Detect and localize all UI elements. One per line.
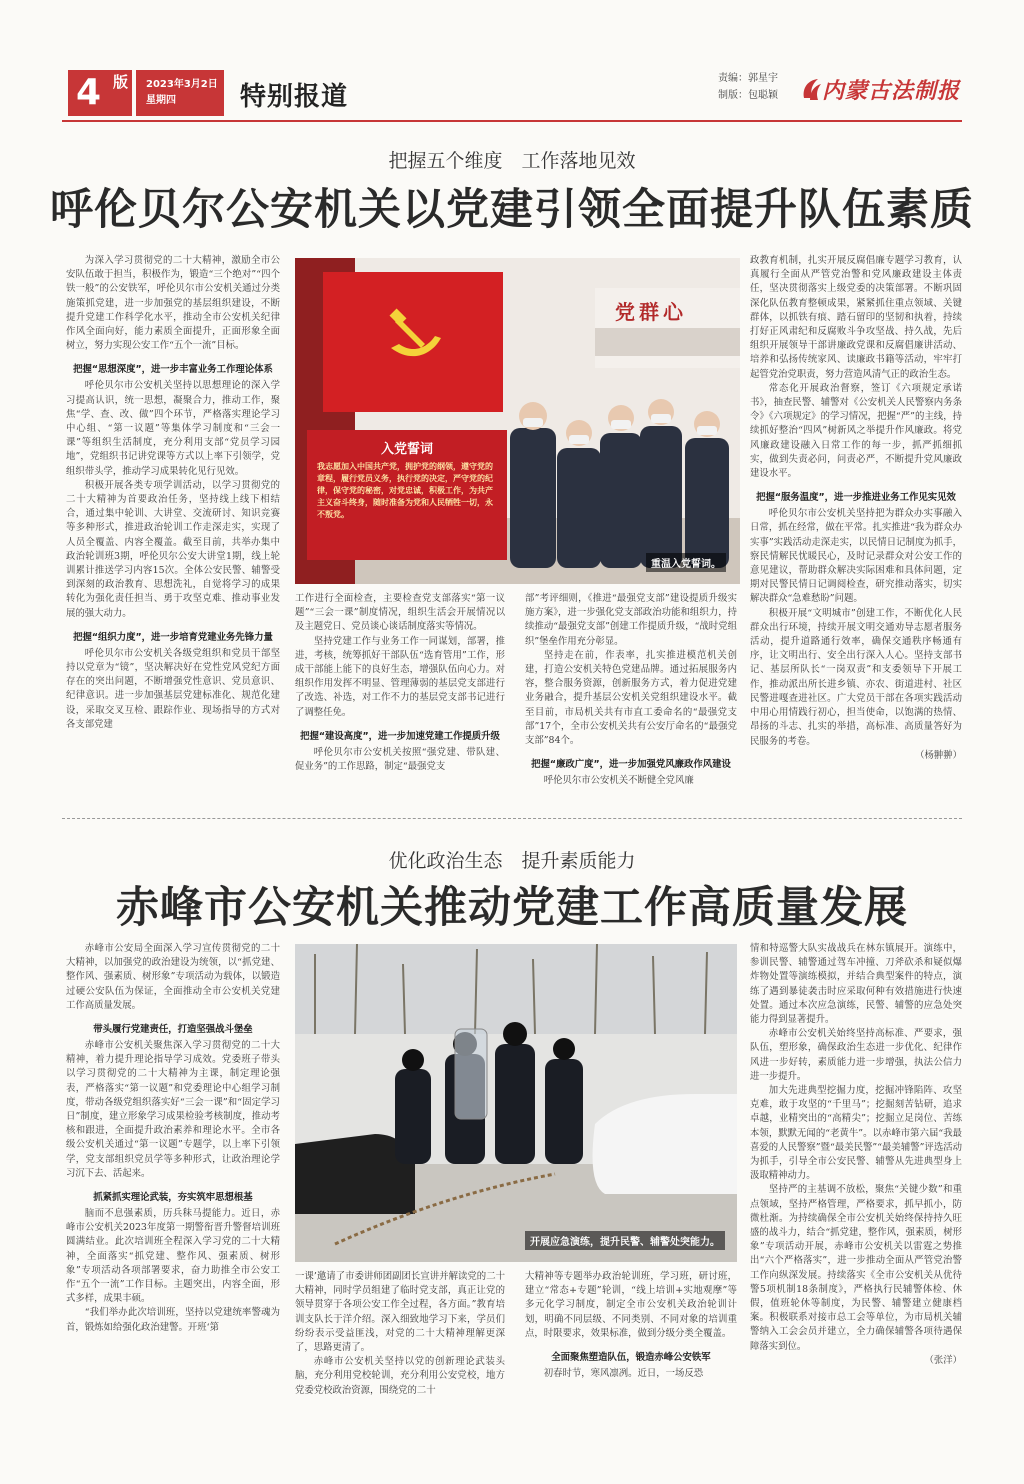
article2-kicker: 优化政治生态 提升素质能力: [388, 850, 636, 872]
article2-column-1: [66, 942, 280, 1466]
article1-column-3: [525, 592, 737, 810]
paragraph: 工作进行全面检查，主要检查党支部落实“第一议题”“三会一课”制度情况，组织生活会开展情况以及主题党日、党员谈心谈话制度落实等情况。: [295, 593, 505, 633]
article1-column-2: [295, 592, 505, 810]
paragraph: 大精神等专题举办政治轮训班，学习班，研讨班，建立“常态+专题”轮训，“线上培训+实地观摩”等多元化学习制度，制定全市公安机关政治轮训计划，明确不同层级、不同类别、不同对象的培训重点，时限要求，效果标准，做到分级分类全覆盖。: [525, 1271, 737, 1339]
paragraph: 呼伦贝尔市公安机关坚持把为群众办实事融入日常，抓在经常，做在平常。扎实推进“我为群众办实事”实践活动走深走实，以民情日记制度为抓手，察民情解民忧暖民心，及时记录群众对公安工作的意见建议，帮助群众解决实际困难和具体问题，定期对民警民情日记调阅检查，研究推动落实，切实解决群众“急难愁盼”问题。: [750, 508, 962, 605]
subheading: 全面聚焦塑造队伍，锻造赤峰公安铁军: [551, 1352, 711, 1364]
logo-mark-icon: [800, 76, 822, 102]
oath-panel-title: 入党誓词: [380, 442, 433, 457]
paragraph: 坚持严的主基调不放松，聚焦“关键少数”和重点领域，坚持严格管理，严格要求，抓早抓小，防微杜渐。为持续确保全市公安机关始终保持持久旺盛的战斗力，结合“抓党建，整作风，强素质，树形象”专项活动开展，赤峰市公安机关以雷霆之势推出“六个严格落实”，进一步推动全面从严管党治警工作向纵深发展。持续落实《全市公安机关从优待警5项机制18条制度》，严格执行民辅警体检、休假，值班轮休等制度，为民警、辅警建立健康档案。积极联系对接市总工会等单位，为市局机关辅警纳入工会会员并建立，全力确保辅警各项待遇保障落实到位。: [750, 1184, 962, 1352]
article1-column-4: [750, 254, 962, 810]
editor: 责编：郭星宇: [718, 73, 778, 84]
paragraph: 赤峰市公安机关始终坚持高标准、严要求，强队伍，塑形象，确保政治生态进一步优化、纪律作风进一步好转，素质能力进一步增强，执法公信力进一步提升。: [750, 1028, 962, 1082]
issue-date: 2023年3月2日: [146, 79, 218, 90]
subheading: 把握“建设高度”，进一步加速党建工作提质升级: [300, 730, 500, 742]
paragraph: 常态化开展政治督察，签订《六项规定承诺书》，抽查民警、辅警对《公安机关人民警察内务条令》《六项规定》的学习情况，把握“严”的主线，持续抓好整治“四风”树新风之举提升作风廉政。将党风廉政建设融入日常工作的每一步，抓严抓细抓实，做到失责必问，问责必严，不断提升党风廉政建设水平。: [750, 382, 962, 480]
newspaper-name: 内蒙古法制报: [822, 78, 961, 104]
section-title: 特别报道: [240, 82, 349, 112]
paragraph: 呼伦贝尔市公安机关坚持以思想理论的深入学习提高认识，统一思想，凝聚合力，推动工作，聚焦“学、查、改、做”四个环节，严格落实理论学习中心组、“第一议题”等集体学习制度和“三会一课”等组织生活制度，充分利用支部“党员学习园地”，党组织书记讲党课等方式以上率下引领学，党组织带头学，推动学习成果转化见行见效。: [66, 380, 280, 477]
paragraph: 积极开展各类专项学训活动，以学习贯彻党的二十大精神为首要政治任务，坚持线上线下相结合，通过集中轮训、大讲堂、交流研讨、知识竞赛等多种形式，推进政治轮训工作走深走实，实现了人员全覆盖、内容全覆盖。截至目前，共举办集中政治轮训班3期，呼伦贝尔公安大讲堂1期，线上轮训累计推送学习内容15次。全体公安民警、辅警受到深刻的政治教育、思想洗礼，自觉将学习的成果转化为强化责任担当、勇于攻坚克难、推动事业发展的强大动力。: [66, 479, 280, 619]
subheading: 把握“服务温度”，进一步推进业务工作见实见效: [756, 492, 956, 504]
subheading: 抓紧抓实理论武装，夯实筑牢思想根基: [93, 1192, 253, 1204]
article2-photo: [295, 944, 737, 1262]
paragraph: 部”考评细则，《推进“最强党支部”建设提质升级实施方案》，进一步强化党支部政治功能和组织力，持续推动“最强党支部”创建工作提质升级，“战时党组织”堡垒作用充分彰显。: [525, 593, 737, 647]
header-rule: [62, 120, 962, 122]
subheading: 把握“廉政广度”，进一步加强党风廉政作风建设: [531, 759, 731, 771]
article2-column-4: [750, 942, 962, 1466]
paragraph: 坚持党建工作与业务工作一同谋划，部署，推进，考核，统筹抓好干部队伍“选育管用”工作，形成干部能上能下的良好生态，增强队伍向心力。对组织作用发挥不明显、管理薄弱的基层党支部进行了改选、补选，对工作不力的基层党支部书记进行了调整任免。: [295, 635, 505, 718]
paragraph: 呼伦贝尔市公安机关不断健全党风廉: [543, 775, 694, 787]
editor-credits: [718, 70, 778, 104]
paragraph: 赤峰市公安局全面深入学习宣传贯彻党的二十大精神，以加强党的政治建设为统领，以“抓党建、整作风、强素质、树形象”专项活动为载体，以锻造过硬公安队伍为保证，全面推动全市公安机关党建工作高质量发展。: [66, 943, 280, 1011]
paragraph: 一课’邀请了市委讲师团副团长宣讲并解读党的二十大精神，同时学员组建了临时党支部，真正让党的领导贯穿于各项公安工作全过程，各方面。”教育培训支队长于洋介绍。深入细致地学习下来，学员们纷纷表示受益匪浅，对党的二十大精神理解更深了，思路更清了。: [295, 1271, 505, 1354]
subheading: 把握“思想深度”，进一步丰富业务工作理论体系: [73, 364, 273, 376]
paragraph: “我们举办此次培训班，坚持以党建统率警魂为首，锻炼如给强化政治建警。开班‘第: [66, 1307, 280, 1333]
article1-headline: 呼伦贝尔公安机关以党建引领全面提升队伍素质: [50, 185, 974, 235]
paragraph: 呼伦贝尔市公安机关各级党组织和党员干部坚持以党章为“镜”，坚决解决好在党性党风党纪方面存在的突出问题，不断增强党性意识、党员意识、纪律意识。进一步加强基层党建标准化、规范化建设，采取交叉互检、跟踪作业、现场指导的方式对各支部党建: [66, 647, 280, 730]
layout-maker: 制版：包聪颖: [718, 90, 778, 101]
article1-kicker: 把握五个维度 工作落地见效: [388, 150, 636, 172]
article-divider: [62, 818, 962, 819]
page-number: 4: [76, 72, 102, 113]
issue-date-box: [136, 70, 224, 116]
byline: （杨翀翀）: [915, 749, 962, 761]
page-number-badge: [68, 70, 132, 116]
paragraph: 初春时节，寒风凛冽。近日，一场反恐: [543, 1368, 704, 1380]
article2-column-3: [525, 1270, 737, 1466]
paragraph: 积极开展“文明城市”创建工作，不断优化人民群众出行环境，持续开展文明交通劝导志愿者服务活动，提升道路通行效率，确保交通秩序畅通有序，让文明出行、安全出行深入人心。坚持支部书记、基层所队长“一岗双责”和支委领导下开展工作，推动派出所长进乡镇、亦农、街道进村、社区民警进嘎查进社区。广大党员干部在各项实践活动中用心用情践行初心，担当使命，以饱满的热情、昂扬的斗志、扎实的举措，高标准、高质量答好为民服务的考卷。: [750, 607, 962, 747]
photo-scene: [295, 944, 737, 1262]
wall-slogan: 党群心: [615, 300, 687, 324]
subheading: 把握“组织力度”，进一步培育党建业务先锋力量: [73, 631, 273, 643]
paragraph: 为深入学习贯彻党的二十大精神，激励全市公安队伍敢于担当，积极作为，锻造“三个绝对”“四个铁一般”的公安铁军，呼伦贝尔市公安机关通过分类施策抓党建，进一步加强党的基层组织建设，不断提升党建工作科学化水平，推动全市公安机关纪律作风全面向好，能力素质全面提升，正面形象全面树立，努力实现公安工作“五个一流”目标。: [66, 255, 280, 352]
article1-photo-caption: 重温入党誓词。: [646, 553, 726, 572]
byline: （张洋）: [924, 1354, 962, 1366]
paragraph: 赤峰市公安机关坚持以党的创新理论武装头脑，充分利用党校轮训，充分利用公安党校，地方党委党校政治资源，围绕党的二十: [295, 1356, 505, 1396]
paragraph: 加大先进典型挖掘力度，挖掘冲锋陷阵、攻坚克难，敢于攻坚的“千里马”；挖掘刻苦钻研，追求卓越，业精突出的“高精尖”；挖掘立足岗位、苦练本领，默默无闻的“老黄牛”。以赤峰市第六届“我最喜爱的人民警察”暨“最美民警”“最美辅警”评选活动为抓手，引导全市公安民警、辅警从先进典型身上汲取精神动力。: [750, 1085, 962, 1182]
paragraph: 赤峰市公安机关聚焦深入学习贯彻党的二十大精神，着力提升理论指导学习成效。党委班子带头以学习贯彻党的二十大精神为主课，制定理论强表，严格落实“第一议题”和党委理论中心组学习制度，带动各级党组织落实好“三会一课”和“固定学习日”制度，建立形象学习成果检验考核制度，推动考核和跟进，全面提升政治素养和理论水平。全市各级公安机关通过“第一议题”专题学，以上率下引领学，党支部组织党员学等多种形式，让政治理论学习沉下去、活起来。: [66, 1040, 280, 1179]
newspaper-logo: [800, 72, 960, 106]
article2-photo-caption: 开展应急演练，提升民警、辅警处突能力。: [525, 1231, 725, 1250]
paragraph: 坚持走在前，作表率，扎实推进模范机关创建，打造公安机关特色党建品牌。通过拓展服务内容，整合服务资源，创新服务方式，着力促进党建业务融合，提升基层公安机关党组织建设水平。截至目前，市局机关共有市直工委命名的“最强党支部”17个，全市公安机关共有公安厅命名的“最强党支部”84个。: [525, 649, 737, 747]
paragraph: 情和特巡警大队实战战兵在林东镇展开。演练中，参训民警、辅警通过驾车冲撞、刀斧砍杀和疑似爆炸物处置等演练模拟，并结合典型案件的特点，演练了遇到暴徒袭击时应采取何种有效措施进行快速处置。通过本次应急演练，民警、辅警的应急处突能力得到显著提升。: [750, 943, 962, 1026]
article2-column-2: [295, 1270, 505, 1466]
article2-headline: 赤峰市公安机关推动党建工作高质量发展: [116, 883, 908, 933]
subheading: 带头履行党建责任，打造坚强战斗堡垒: [93, 1024, 253, 1036]
paragraph: 呼伦贝尔市公安机关按照“强党建、带队建、促业务”的工作思路，制定“最强党支: [295, 746, 505, 773]
issue-weekday: 星期四: [146, 95, 176, 106]
oath-panel-text: 我志愿加入中国共产党，拥护党的纲领，遵守党的章程，履行党员义务，执行党的决定，严守党的纪律，保守党的秘密，对党忠诚，积极工作，为共产主义奋斗终身，随时准备为党和人民牺牲一切，永不叛党。: [317, 462, 493, 519]
paragraph: 政教育机制，扎实开展反腐倡廉专题学习教育，认真履行全面从严管党治警和党风廉政建设主体责任，坚决贯彻落实上级党委的决策部署。不断巩固深化队伍教育整顿成果，紧紧抓住重点领域、关键群体，以抓铁有痕、踏石留印的坚韧和执着，持续打好正风肃纪和反腐败斗争攻坚战、持久战，先后组织开展领导干部讲廉政党课和反腐倡廉讲活动、培养和弘扬传统家风、读廉政书籍等活动，牢牢打起管党治党职责，努力营造风清气正的政治生态。: [750, 255, 962, 380]
page-label: 版: [111, 74, 129, 89]
article1-photo: [295, 258, 740, 584]
article1-column-1: [66, 254, 280, 810]
oath-panel: [307, 430, 507, 560]
paragraph: 脑而不息强素质，历兵秣马提能力。近日，赤峰市公安机关2023年度第一期警衔晋升警督培训班圆满结业。此次培训班全程深入学习党的二十大精神，全面落实“抓党建、整作风、强素质、树形象”专项活动各项部署要求，奋力助推全市公安工作“五个一流”工作目标。主题突出，内容全面，形式多样，成果丰硕。: [66, 1208, 280, 1305]
